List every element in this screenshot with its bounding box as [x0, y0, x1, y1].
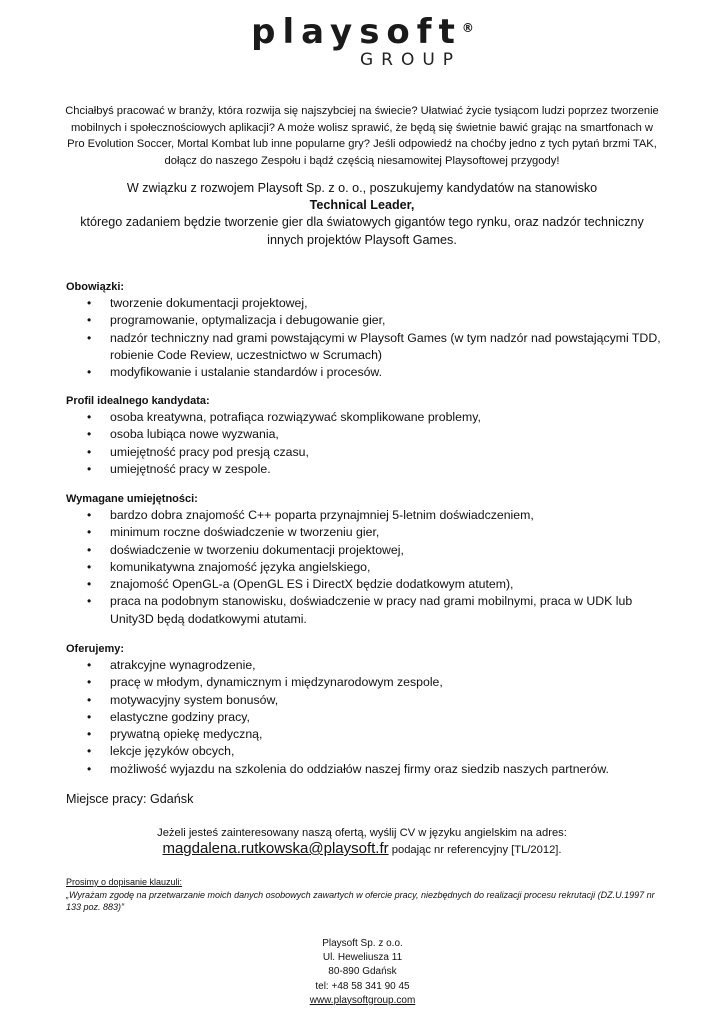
section-title: Obowiązki:: [66, 281, 125, 293]
list-item: • lekcje języków obcych,: [66, 743, 666, 760]
list-item: • programowanie, optymalizacja i debugowanie gier,: [66, 312, 666, 329]
bullet-icon: •: [87, 461, 92, 476]
list-item: • znajomość OpenGL-a (OpenGL ES i DirectX będzie dodatkowym atutem),: [66, 576, 666, 593]
bullet-icon: •: [87, 365, 92, 380]
list-item: • atrakcyjne wynagrodzenie,: [66, 657, 666, 674]
bullet-icon: •: [87, 313, 92, 328]
list-item: • komunikatywna znajomość języka angielskiego,: [66, 559, 666, 576]
list-item: • osoba lubiąca nowe wyzwania,: [66, 426, 666, 443]
list-item: • pracę w młodym, dynamicznym i międzynarodowym zespole,: [66, 674, 666, 691]
section-offer: [66, 642, 666, 778]
offer-list: [66, 657, 666, 778]
section-candidate-profile: [66, 394, 666, 478]
announce-line-1: W związku z rozwojem Playsoft Sp. z o. o., poszukujemy kandydatów na stanowisko: [126, 181, 598, 195]
logo-registered-mark: ®: [461, 21, 474, 35]
list-item: • minimum roczne doświadczenie w tworzeniu gier,: [66, 524, 666, 541]
bullet-icon: •: [87, 525, 92, 540]
bullet-icon: •: [87, 296, 92, 310]
logo-main-text: playsoft: [251, 12, 462, 52]
bullet-icon: •: [87, 727, 92, 742]
bullet-icon: •: [87, 444, 92, 459]
bullet-icon: •: [87, 761, 92, 776]
list-item: • umiejętność pracy w zespole.: [66, 461, 666, 478]
bullet-icon: •: [87, 594, 92, 609]
list-item: • umiejętność pracy pod presją czasu,: [66, 444, 666, 461]
bullet-icon: •: [87, 410, 92, 424]
duties-list: [66, 295, 666, 381]
bullet-icon: •: [87, 692, 92, 707]
section-duties: [66, 280, 666, 381]
logo-subtitle: GROUP: [359, 50, 462, 70]
list-item: • tworzenie dokumentacji projektowej,: [66, 295, 666, 312]
bullet-icon: •: [87, 709, 92, 724]
bullet-icon: •: [87, 675, 92, 690]
section-title: Oferujemy:: [66, 643, 125, 655]
list-item: • nadzór techniczny nad grami powstającymi w Playsoft Games (w tym nadzór nad powstającymi TDD, robienie Code Review, uczestnictwo w Scrumach): [87, 330, 661, 362]
announce-line-2: którego zadaniem będzie tworzenie gier dla światowych gigantów tego rynku, oraz nadzór techniczny innych projektów Playsoft Games.: [80, 215, 644, 247]
bullet-icon: •: [87, 577, 92, 592]
section-title: Profil idealnego kandydata:: [66, 395, 210, 407]
email-link[interactable]: magdalena.rutkowska@playsoft.fr: [162, 840, 389, 857]
list-item: • doświadczenie w tworzeniu dokumentacji projektowej,: [66, 542, 666, 559]
consent-clause: [66, 876, 666, 914]
bullet-icon: •: [87, 542, 92, 557]
profile-list: [66, 409, 666, 478]
clause-text: „Wyrażam zgodę na przetwarzanie moich danych osobowych zawartych w ofercie pracy, niezbędnych do realizacji procesu rekrutacji (DZ.U.1997 nr 133 poz. 883)”: [66, 889, 655, 912]
list-item: • osoba kreatywna, potrafiąca rozwiązywać skomplikowane problemy,: [66, 409, 666, 426]
section-title: Wymagane umiejętności:: [66, 493, 198, 505]
bullet-icon: •: [87, 427, 92, 442]
bullet-icon: •: [87, 559, 92, 574]
footer-street: Ul. Heweliusza 11: [322, 952, 403, 964]
list-item: • modyfikowanie i ustalanie standardów i procesów.: [66, 364, 666, 381]
footer-website-link[interactable]: www.playsoftgroup.com: [309, 994, 416, 1006]
list-item: • elastyczne godziny pracy,: [66, 709, 666, 726]
skills-list: [66, 507, 666, 628]
list-item: • możliwość wyjazdu na szkolenia do oddziałów naszej firmy oraz siedzib naszych partnerów.: [66, 761, 666, 778]
announcement: [62, 180, 662, 249]
bullet-icon: •: [87, 744, 92, 759]
list-item: • prywatną opiekę medyczną,: [66, 726, 666, 743]
reference-number: podając nr referencyjny [TL/2012].: [388, 844, 562, 856]
playsoft-logo: [0, 14, 725, 70]
position-title: Technical Leader,: [309, 198, 415, 213]
bullet-icon: •: [87, 508, 92, 522]
clause-title: Prosimy o dopisanie klauzuli:: [66, 877, 183, 887]
section-required-skills: [66, 492, 666, 628]
bullet-icon: •: [87, 330, 92, 345]
footer-phone: tel: +48 58 341 90 45: [315, 980, 410, 992]
bullet-icon: •: [87, 658, 92, 672]
contact-info: [62, 825, 662, 858]
company-footer: [0, 937, 725, 1008]
list-item: • praca na podobnym stanowisku, doświadczenie w pracy nad grami mobilnymi, praca w UDK lub Unity3D będą dodatkowymi atutami.: [87, 594, 633, 626]
footer-company: Playsoft Sp. z o.o.: [322, 938, 403, 949]
work-location: Miejsce pracy: Gdańsk: [66, 792, 194, 806]
list-item: • motywacyjny system bonusów,: [66, 692, 666, 709]
intro-paragraph: Chciałbyś pracować w branży, która rozwija się najszybciej na świecie? Ułatwiać życie tysiącom ludzi poprzez tworzenie mobilnych i społecznościowych aplikacji? A może wolisz sprawić, że będą się świetnie bawić grając na smartfonach w Pro Evolution Soccer, Mortal Kombat lub inne popularne gry? Jeśli odpowiedź na choćby jedno z tych pytań brzmi TAK, dołącz do naszego Zespołu i bądź częścią niesamowitej Playsoftowej przygody!: [65, 105, 659, 167]
contact-line: Jeżeli jesteś zainteresowany naszą ofertą, wyślij CV w języku angielskim na adres:: [157, 827, 567, 839]
list-item: • bardzo dobra znajomość C++ poparta przynajmniej 5-letnim doświadczeniem,: [66, 507, 666, 524]
footer-city: 80-890 Gdańsk: [328, 966, 397, 978]
